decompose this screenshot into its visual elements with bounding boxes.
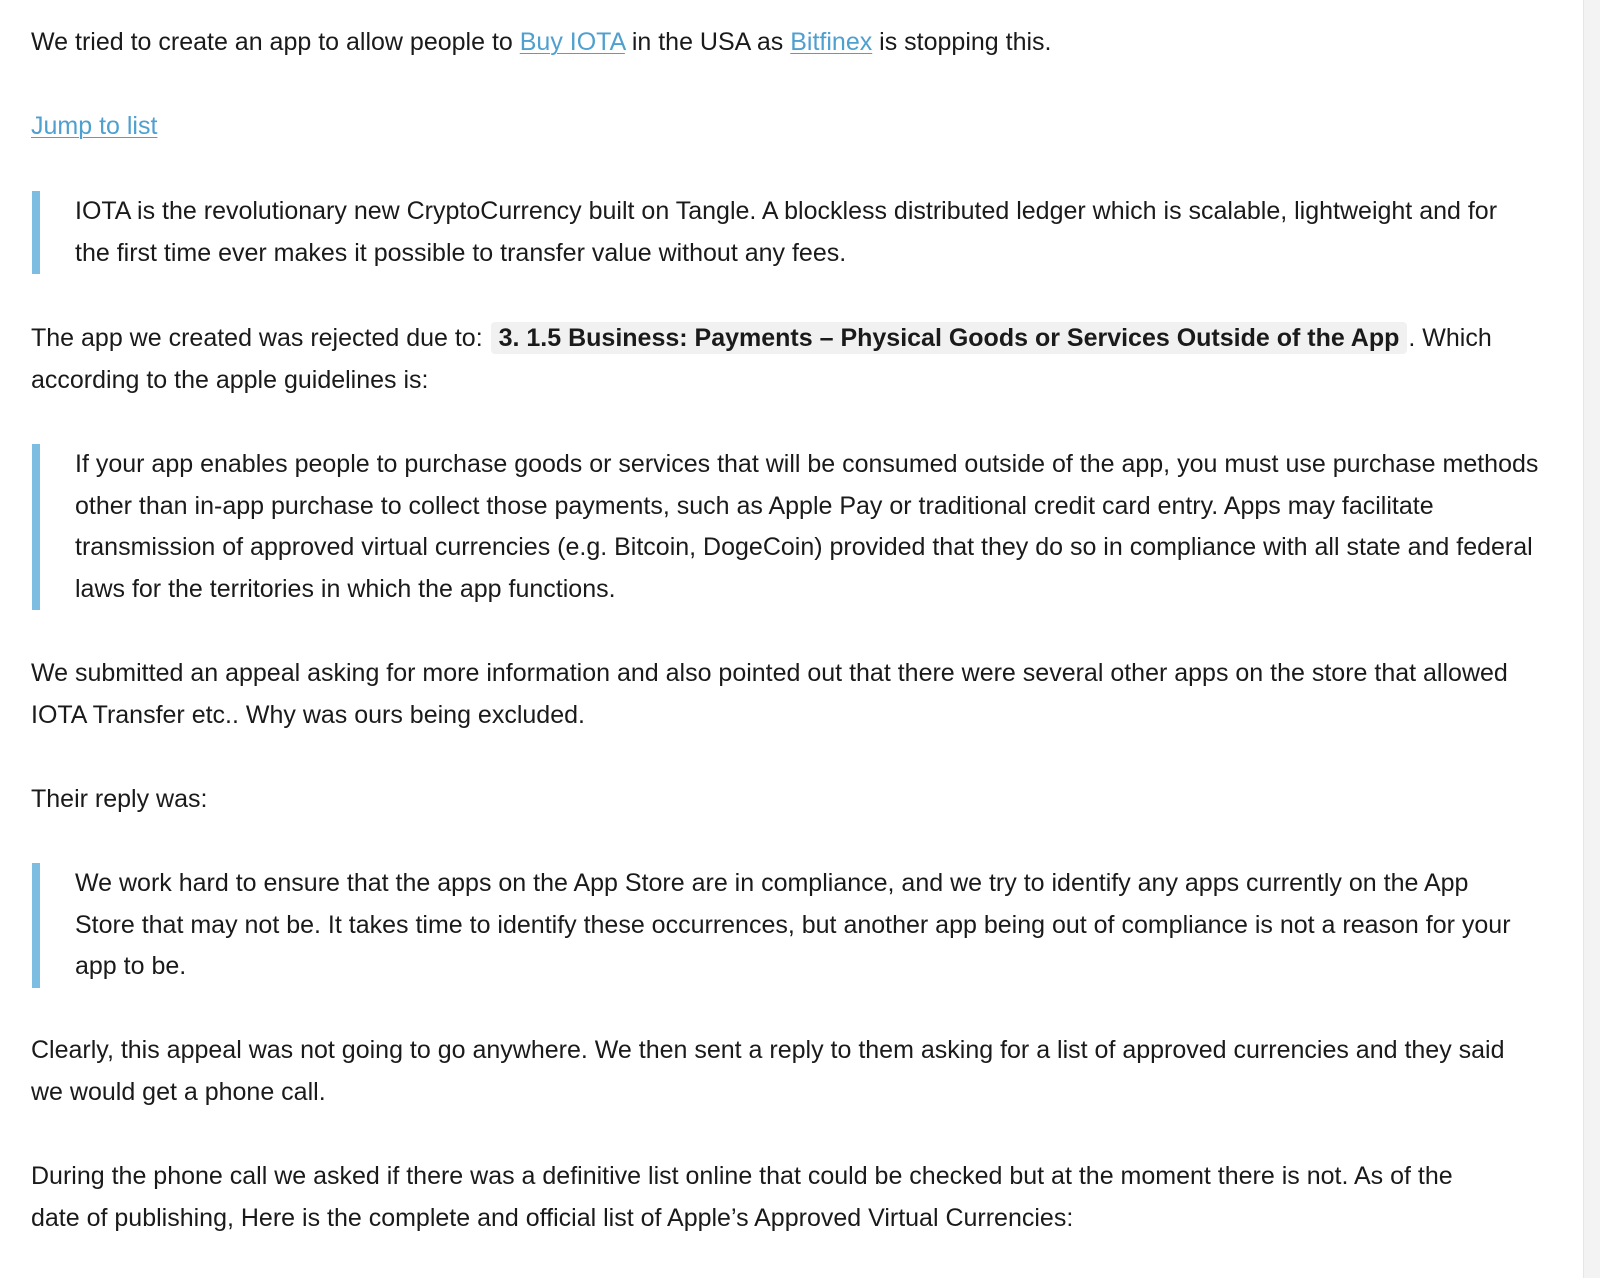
apple-reply-quote bbox=[32, 863, 1515, 988]
buy-iota-link[interactable]: Buy IOTA bbox=[519, 28, 625, 56]
clearly-paragraph bbox=[31, 1030, 1531, 1113]
rejection-paragraph bbox=[31, 318, 1551, 401]
appeal-text: We submitted an appeal asking for more information and also pointed out that there were several other apps on the store that allowed IOTA Transfer etc.. Why was ours being excluded. bbox=[31, 659, 1508, 729]
appeal-paragraph bbox=[31, 653, 1511, 736]
apple-guideline-text: If your app enables people to purchase goods or services that will be consumed outside of the app, you must use purchase methods other than in-app purchase to collect those payments, such as Apple Pay or traditional credit card entry. Apps may facilitate transmission of approved virtual currencies (e.g. Bitcoin, DogeCoin) provided that they do so in compliance with all state and federal laws for the territories in which the app functions. bbox=[75, 450, 1539, 603]
iota-description-quote bbox=[32, 191, 1515, 274]
rejection-text-end: . Which according to the apple guidelines is: bbox=[31, 324, 1492, 394]
guideline-code: 3. 1.5 Business: Payments – Physical Goods or Services Outside of the App bbox=[491, 322, 1408, 354]
reply-intro-text: Their reply was: bbox=[31, 785, 208, 813]
jump-paragraph bbox=[31, 106, 157, 148]
phone-call-paragraph bbox=[31, 1156, 1501, 1239]
rejection-text-start: The app we created was rejected due to: bbox=[31, 324, 490, 352]
clearly-text: Clearly, this appeal was not going to go anywhere. We then sent a reply to them asking for a list of approved currencies and they said we would get a phone call. bbox=[31, 1036, 1505, 1106]
jump-to-list-link[interactable]: Jump to list bbox=[31, 112, 158, 140]
phone-call-text: During the phone call we asked if there was a definitive list online that could be checked but at the moment there is not. As of the date of publishing, Here is the complete and official list of Apple’s Approved Virtual Currencies: bbox=[31, 1162, 1453, 1232]
reply-intro-paragraph bbox=[31, 779, 207, 821]
intro-text-end: is stopping this. bbox=[872, 28, 1052, 56]
bitfinex-link[interactable]: Bitfinex bbox=[790, 28, 873, 56]
apple-reply-text: We work hard to ensure that the apps on the App Store are in compliance, and we try to identify any apps currently on the App Store that may not be. It takes time to identify these occurrences, but another app being out of compliance is not a reason for your app to be. bbox=[75, 869, 1511, 980]
vertical-scrollbar[interactable] bbox=[1583, 0, 1600, 1278]
apple-guideline-quote bbox=[32, 444, 1550, 610]
iota-description-text: IOTA is the revolutionary new CryptoCurrency built on Tangle. A blockless distributed ledger which is scalable, lightweight and for the first time ever makes it possible to transfer value without any fees. bbox=[75, 197, 1498, 267]
intro-text-middle: in the USA as bbox=[624, 28, 791, 56]
intro-paragraph bbox=[31, 22, 1551, 64]
intro-text-start: We tried to create an app to allow people to bbox=[31, 28, 520, 56]
